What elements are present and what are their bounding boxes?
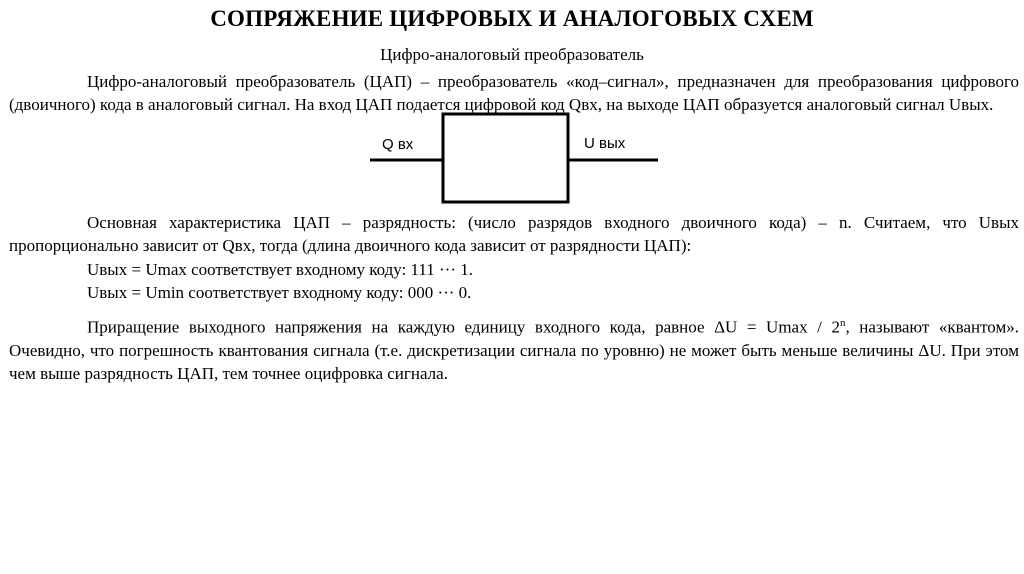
dac-diagram-svg	[368, 112, 660, 204]
page-title: СОПРЯЖЕНИЕ ЦИФРОВЫХ И АНАЛОГОВЫХ СХЕМ	[210, 6, 814, 31]
paragraph-dac-definition: Цифро-аналоговый преобразователь (ЦАП) – преобразователь «код–сигнал», предназначен для преобразования цифрового (двоичного) кода в аналоговый сигнал. На вход ЦАП подается цифровой код Qвх, на выходе ЦАП образуется аналоговый сигнал Uвых.	[9, 72, 1019, 114]
output-label: U вых	[584, 135, 626, 152]
exponent-n: n	[839, 317, 846, 329]
paragraph-resolution: Основная характеристика ЦАП – разрядность: (число разрядов входного двоичного кода) – n. Считаем, что Uвых пропорционально зависит от Qвх, тогда (длина двоичного кода зависит от разрядности ЦАП):	[9, 213, 1019, 255]
paragraph-quantum	[9, 312, 1019, 385]
dac-block	[443, 114, 568, 202]
paragraph-quantum-part1: Приращение выходного напряжения на каждую единицу входного кода, равное ΔU = Umax / 2	[87, 317, 840, 337]
paragraph-quantum-part2: , называют «квантом». Очевидно, что погрешность квантования сигнала (т.е. дискретизации сигнала по уровню) не может быть меньше величины ΔU. При этом чем выше разрядность ЦАП, тем точнее оцифровка сигнала.	[9, 317, 1019, 383]
formula-umax: Uвых = Umax соответствует входному коду: 111 ··· 1.	[87, 260, 473, 279]
input-label: Q вх	[382, 136, 414, 153]
formula-umin: Uвых = Umin соответствует входному коду: 000 ··· 0.	[87, 283, 472, 302]
dac-block-diagram	[368, 112, 660, 204]
section-subtitle: Цифро-аналоговый преобразователь	[380, 45, 644, 64]
